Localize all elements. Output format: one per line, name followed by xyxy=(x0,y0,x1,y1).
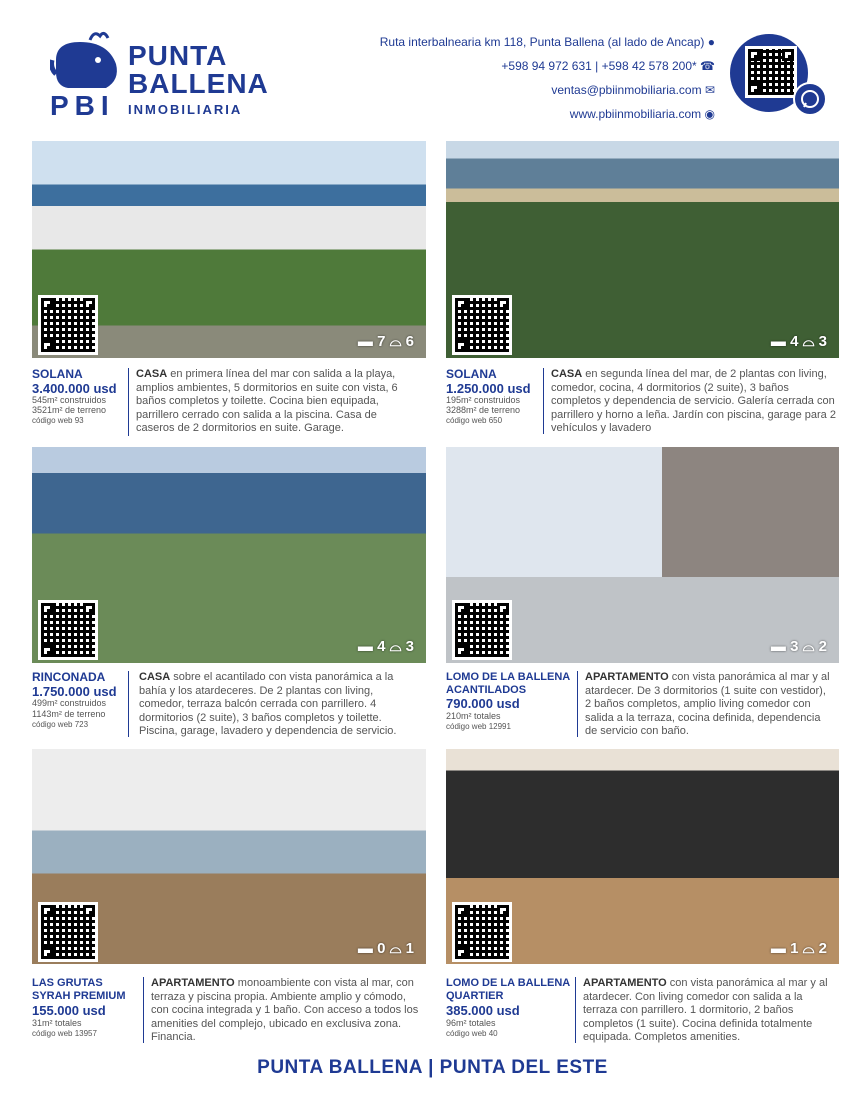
beds-count: 7 xyxy=(377,333,386,350)
brand-line1: PUNTA xyxy=(128,40,228,71)
listing-title: SOLANA xyxy=(32,367,83,381)
listing-code: código web 93 xyxy=(32,416,84,425)
phone-icon: ☎ xyxy=(700,59,715,73)
bath-icon: ⌓ xyxy=(389,940,402,957)
listing-type: CASA xyxy=(551,368,583,380)
bath-icon: ⌓ xyxy=(389,638,402,655)
listing-qr-code[interactable] xyxy=(452,295,512,355)
globe-icon: ◉ xyxy=(704,107,715,121)
listing-subtitle: ACANTILADOS xyxy=(446,684,527,696)
listing-price: 1.250.000 usd xyxy=(446,381,531,396)
brand-line2: BALLENA xyxy=(128,68,269,99)
listing-description xyxy=(139,671,419,739)
listing-description xyxy=(151,977,421,1045)
listing-title: RINCONADA xyxy=(32,670,106,684)
bed-icon: ▬ xyxy=(357,333,373,350)
listing-qr-code[interactable] xyxy=(452,902,512,962)
listing-type: APARTAMENTO xyxy=(583,977,667,989)
whatsapp-icon[interactable] xyxy=(793,82,827,116)
listing-qr-code[interactable] xyxy=(38,600,98,660)
listing-built: 96m² totales xyxy=(446,1018,496,1028)
listing-price: 155.000 usd xyxy=(32,1003,106,1018)
listing-code: código web 12991 xyxy=(446,722,511,731)
baths-count: 3 xyxy=(405,638,414,655)
baths-count: 6 xyxy=(405,333,414,350)
contact-web[interactable]: www.pbiinmobiliaria.com xyxy=(569,107,702,121)
listing-desc-text: con vista panorámica al mar y al atardecer. Con living comedor con salida a la terraza con parrillero. 1 dormitorio, 2 baños completos (1 suite). Cocina definida totalmente equipada. Completos amenities. xyxy=(583,977,828,1043)
listing-description xyxy=(136,368,418,436)
listing-desc-text: monoambiente con vista al mar, con terraza y piscina propia. Ambiente amplio y cómodo, con cocina integrada y 1 baño. Con acceso a todos los amenities del complejo, ubicado en exclusiva zona. Financia. xyxy=(151,977,419,1043)
listing-land: 3288m² de terreno xyxy=(446,405,521,415)
listing-subtitle: QUARTIER xyxy=(446,990,504,1002)
listing-built: 210m² totales xyxy=(446,711,501,721)
beds-count: 0 xyxy=(377,940,386,957)
listing-photo[interactable] xyxy=(446,447,839,663)
listing-stats xyxy=(771,333,827,350)
listing-built: 31m² totales xyxy=(32,1018,82,1028)
beds-count: 3 xyxy=(790,638,799,655)
baths-count: 2 xyxy=(818,940,827,957)
bed-icon: ▬ xyxy=(770,333,786,350)
listing-land: 1143m² de terreno xyxy=(32,709,106,719)
listing-title: LAS GRUTAS xyxy=(32,977,103,989)
beds-count: 4 xyxy=(790,333,799,350)
listing-description xyxy=(551,368,836,436)
bath-icon: ⌓ xyxy=(802,940,815,957)
listing-built: 499m² construidos xyxy=(32,698,107,708)
listing-desc-text: en primera línea del mar con salida a la playa, amplios ambientes, 5 dormitorios en suite con vista, 6 baños completos y toilette. Cocina bien equipada, parrillero cerrado con salida a la piscina. Casa de caseros de 2 dormitorios en suite. Garage. xyxy=(136,368,398,434)
location-icon: ● xyxy=(707,35,715,49)
listing-title: SOLANA xyxy=(446,367,497,381)
listing-desc-text: con vista panorámica al mar y al atardecer. De 3 dormitorios (1 suite con vestidor), 2 baños completos, amplio living comedor con salida a la terraza, cocina definida, dependencia de servicio con baño. xyxy=(585,671,830,737)
listing-price: 3.400.000 usd xyxy=(32,381,117,396)
baths-count: 3 xyxy=(818,333,827,350)
baths-count: 1 xyxy=(405,940,414,957)
listing-price: 1.750.000 usd xyxy=(32,684,117,699)
brand-initials: PBI xyxy=(50,90,115,121)
listing-stats xyxy=(358,638,414,655)
listing-price: 790.000 usd xyxy=(446,696,520,711)
listing-land: 3521m² de terreno xyxy=(32,405,107,415)
listing-photo[interactable] xyxy=(32,141,426,358)
contact-phones[interactable]: +598 94 972 631 | +598 42 578 200* xyxy=(501,59,697,73)
listing-code: código web 650 xyxy=(446,416,503,425)
beds-count: 1 xyxy=(790,940,799,957)
listing-desc-text: en segunda línea del mar, de 2 plantas con living, comedor, cocina, 4 dormitorios (2 suite), 3 baños completos y dependencia de servicio. Galería cerrada con parrillero y horno a leña. Jardín con piscina, garage para 2 vehículos y lavadero xyxy=(551,368,836,434)
contact-block xyxy=(380,30,715,126)
listing-photo[interactable] xyxy=(446,749,839,964)
listing-built: 195m² construidos xyxy=(446,395,521,405)
baths-count: 2 xyxy=(818,638,827,655)
listing-subtitle: SYRAH PREMIUM xyxy=(32,990,126,1002)
listing-description xyxy=(585,671,835,739)
bed-icon: ▬ xyxy=(357,638,373,655)
bed-icon: ▬ xyxy=(770,940,786,957)
divider xyxy=(577,671,578,737)
listing-qr-code[interactable] xyxy=(38,295,98,355)
listing-photo[interactable] xyxy=(446,141,839,358)
divider xyxy=(543,368,544,434)
listing-photo[interactable] xyxy=(32,749,426,964)
contact-email[interactable]: ventas@pbiinmobiliaria.com xyxy=(551,83,702,97)
listing-title: LOMO DE LA BALLENA xyxy=(446,977,571,989)
listing-description xyxy=(583,977,835,1045)
brand-logo xyxy=(50,30,290,120)
listing-code: código web 13957 xyxy=(32,1029,97,1038)
listing-built: 545m² construidos xyxy=(32,395,107,405)
listing-stats xyxy=(771,940,827,957)
divider xyxy=(128,671,129,737)
listing-type: APARTAMENTO xyxy=(585,671,669,683)
divider xyxy=(128,368,129,436)
listing-stats xyxy=(358,333,414,350)
listing-stats xyxy=(771,638,827,655)
listing-type: APARTAMENTO xyxy=(151,977,235,989)
bed-icon: ▬ xyxy=(770,638,786,655)
bath-icon: ⌓ xyxy=(389,333,402,350)
beds-count: 4 xyxy=(377,638,386,655)
listing-photo[interactable] xyxy=(32,447,426,663)
bath-icon: ⌓ xyxy=(802,638,815,655)
listing-qr-code[interactable] xyxy=(452,600,512,660)
contact-address: Ruta interbalnearia km 118, Punta Ballena (al lado de Ancap) xyxy=(379,35,705,49)
bed-icon: ▬ xyxy=(357,940,373,957)
footer-locations: PUNTA BALLENA | PUNTA DEL ESTE xyxy=(257,1057,608,1078)
divider xyxy=(143,977,144,1043)
listing-price: 385.000 usd xyxy=(446,1003,520,1018)
brand-sub: INMOBILIARIA xyxy=(128,102,243,117)
listing-type: CASA xyxy=(139,671,171,683)
listing-stats xyxy=(358,940,414,957)
listing-code: código web 40 xyxy=(446,1029,498,1038)
listing-code: código web 723 xyxy=(32,720,89,729)
listing-type: CASA xyxy=(136,368,168,380)
mail-icon: ✉ xyxy=(704,83,715,97)
divider xyxy=(575,977,576,1043)
header-qr-code[interactable] xyxy=(745,46,797,98)
bath-icon: ⌓ xyxy=(802,333,815,350)
listing-title: LOMO DE LA BALLENA xyxy=(446,671,571,683)
listing-desc-text: sobre el acantilado con vista panorámica a la bahía y los atardeceres. De 2 plantas con living, comedor, terraza balcón cerrada con parrillero. 4 dormitorios (2 suite), 3 baños completos y toilette. Piscina, garage, lavadero y dependencia de servicio. xyxy=(139,671,397,737)
listing-qr-code[interactable] xyxy=(38,902,98,962)
